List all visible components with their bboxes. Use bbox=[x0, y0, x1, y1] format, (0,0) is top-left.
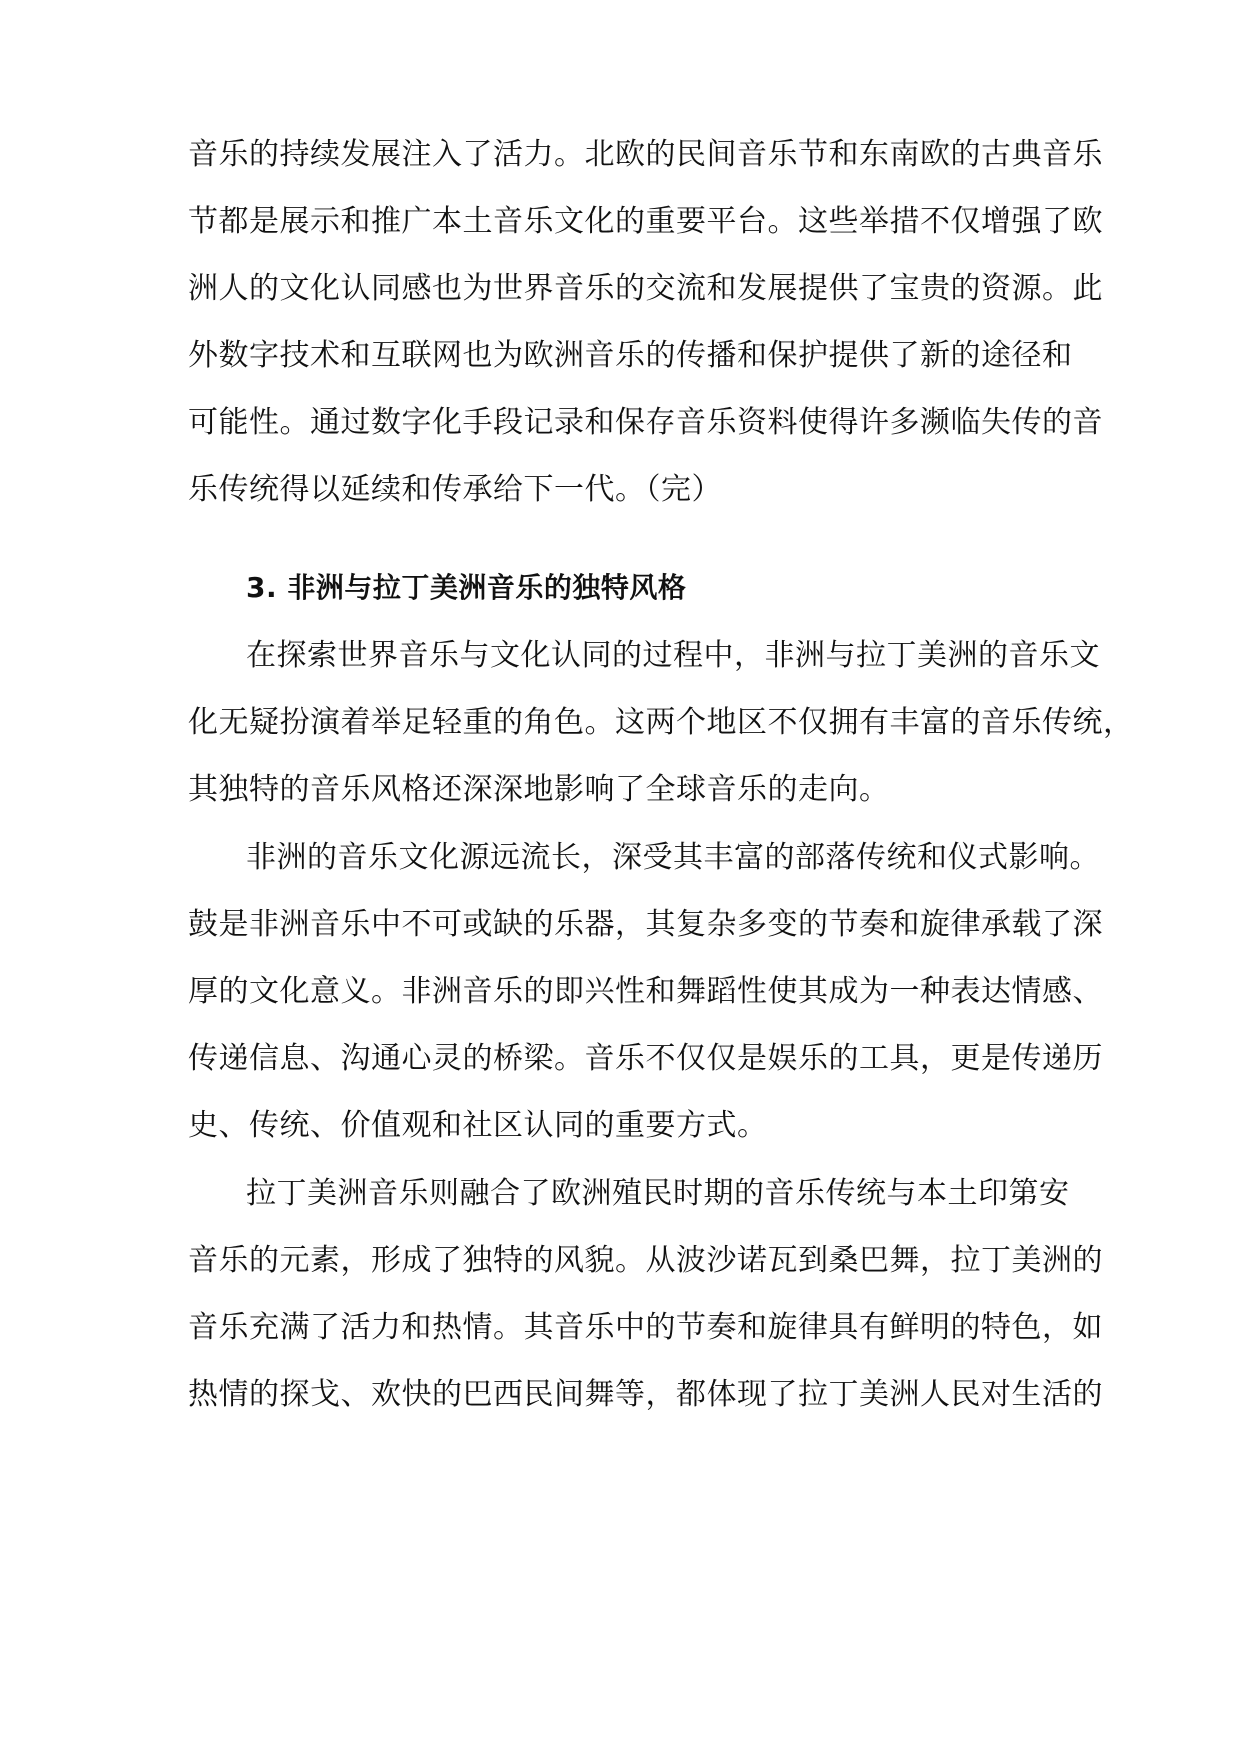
text-line: 外数字技术和互联网也为欧洲音乐的传播和保护提供了新的途径和 bbox=[188, 338, 1073, 373]
text-line: 厚的文化意义。非洲音乐的即兴性和舞蹈性使其成为一种表达情感、 bbox=[188, 974, 1103, 1009]
text-line: 洲人的文化认同感也为世界音乐的交流和发展提供了宝贵的资源。此 bbox=[188, 271, 1103, 306]
text-line: 音乐的持续发展注入了活力。北欧的民间音乐节和东南欧的古典音乐 bbox=[188, 137, 1103, 172]
text-line: 音乐充满了活力和热情。其音乐中的节奏和旋律具有鲜明的特色，如 bbox=[188, 1310, 1103, 1345]
text-line: 传递信息、沟通心灵的桥梁。音乐不仅仅是娱乐的工具，更是传递历 bbox=[188, 1041, 1103, 1076]
text-line: 史、传统、价值观和社区认同的重要方式。 bbox=[188, 1108, 768, 1143]
text-line: 乐传统得以延续和传承给下一代。（完） bbox=[188, 472, 722, 507]
text-line: 鼓是非洲音乐中不可或缺的乐器，其复杂多变的节奏和旋律承载了深 bbox=[188, 907, 1103, 942]
section-heading: 3. 非洲与拉丁美洲音乐的独特风格 bbox=[246, 571, 687, 604]
text-line: 节都是展示和推广本土音乐文化的重要平台。这些举措不仅增强了欧 bbox=[188, 204, 1103, 239]
text-line: 热情的探戈、欢快的巴西民间舞等，都体现了拉丁美洲人民对生活的 bbox=[188, 1377, 1103, 1412]
text-line: 可能性。通过数字化手段记录和保存音乐资料使得许多濒临失传的音 bbox=[188, 405, 1103, 440]
text-line: 化无疑扮演着举足轻重的角色。这两个地区不仅拥有丰富的音乐传统， bbox=[188, 705, 1134, 740]
text-line: 其独特的音乐风格还深深地影响了全球音乐的走向。 bbox=[188, 772, 890, 807]
text-line: 音乐的元素，形成了独特的风貌。从波沙诺瓦到桑巴舞，拉丁美洲的 bbox=[188, 1243, 1103, 1278]
text-line: 非洲的音乐文化源远流长，深受其丰富的部落传统和仪式影响。 bbox=[246, 840, 1100, 875]
text-line: 拉丁美洲音乐则融合了欧洲殖民时期的音乐传统与本土印第安 bbox=[246, 1176, 1070, 1211]
text-line: 在探索世界音乐与文化认同的过程中，非洲与拉丁美洲的音乐文 bbox=[246, 638, 1100, 673]
